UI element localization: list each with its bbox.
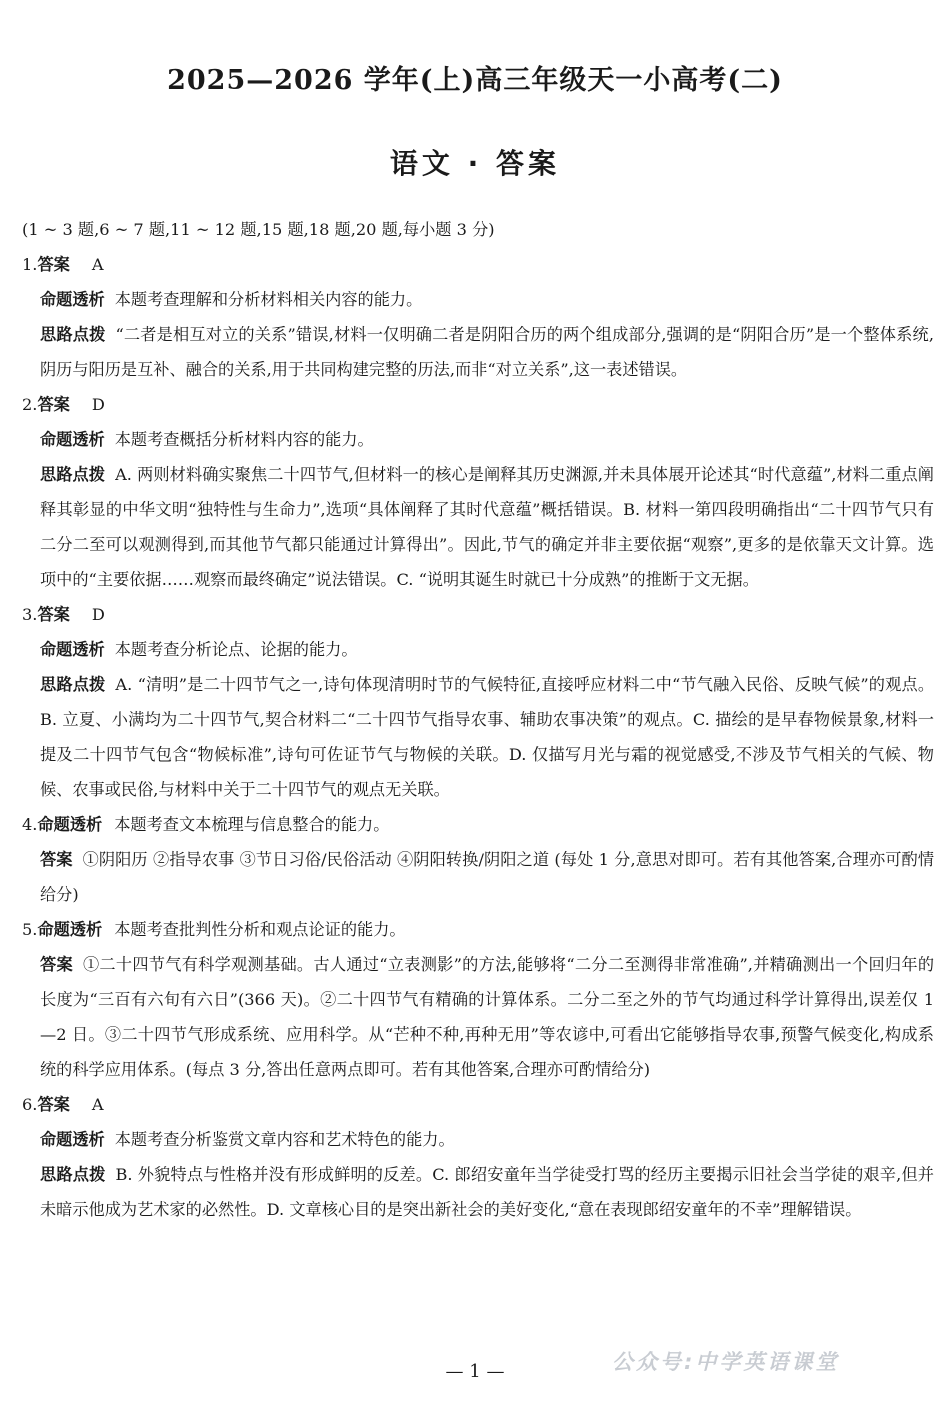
answer-value: A	[91, 1095, 104, 1114]
question-4-answer	[22, 842, 934, 912]
question-3-answer-line	[22, 597, 934, 632]
question-5-answer	[22, 947, 934, 1087]
question-1-analysis	[22, 282, 934, 317]
question-number: 3.	[22, 605, 38, 624]
hint-text: B. 外貌特点与性格并没有形成鲜明的反差。C. 郎绍安童年当学徒受打骂的经历主要揭示旧社会当学徒的艰辛,但并未暗示他成为艺术家的必然性。D. 文章核心目的是突出新社会的美好变化,“意在表现郎绍安童年的不幸”理解错误。	[40, 1165, 934, 1219]
hint-label: 思路点拨	[40, 465, 106, 484]
exam-title: 2025—2026 学年(上)高三年级天一小高考(二)	[167, 65, 783, 96]
answer-label: 答案	[37, 255, 70, 274]
question-number: 1.	[22, 255, 38, 274]
analysis-label: 命题透析	[40, 1130, 105, 1149]
answer-content	[22, 212, 934, 1227]
hint-label: 思路点拨	[40, 325, 106, 344]
question-1-hint	[22, 317, 934, 387]
question-3-analysis	[22, 632, 934, 667]
answer-text: ①阴阳历 ②指导农事 ③节日习俗/民俗活动 ④阴阳转换/阴阳之道 (每处 1 分,意思对即可。若有其他答案,合理亦可酌情给分)	[40, 850, 935, 904]
question-6-hint	[22, 1157, 934, 1227]
watermark: 公众号:中学英语课堂	[612, 1350, 840, 1374]
answer-label: 答案	[37, 1095, 70, 1114]
analysis-label: 命题透析	[40, 640, 105, 659]
question-3-hint	[22, 667, 934, 807]
answer-value: A	[91, 255, 104, 274]
question-number: 6.	[22, 1095, 38, 1114]
hint-text: A. 两则材料确实聚焦二十四节气,但材料一的核心是阐释其历史渊源,并未具体展开论述其“时代意蕴”,材料二重点阐释其彰显的中华文明“独特性与生命力”,选项“具体阐释了其时代意蕴”概括错误。B. 材料一第四段明确指出“二十四节气只有二分二至可以观测得到,而其他节气都只能通过计算得出”。因此,节气的确定并非主要依据“观察”,更多的是依靠天文计算。选项中的“主要依据……观察而最终确定”说法错误。C. “说明其诞生时就已十分成熟”的推断于文无据。	[40, 465, 934, 589]
hint-label: 思路点拨	[40, 1165, 106, 1184]
answer-label: 答案	[37, 395, 70, 414]
analysis-text: 本题考查文本梳理与信息整合的能力。	[114, 815, 390, 834]
analysis-label: 命题透析	[40, 430, 105, 449]
question-4-analysis-line	[22, 807, 934, 842]
answer-value: D	[91, 395, 105, 414]
question-2-analysis	[22, 422, 934, 457]
question-5	[22, 912, 934, 1087]
scoring-note: (1 ~ 3 题,6 ~ 7 题,11 ~ 12 题,15 题,18 题,20 题,每小题 3 分)	[22, 220, 495, 239]
analysis-label: 命题透析	[37, 815, 103, 834]
answer-text: ①二十四节气有科学观测基础。古人通过“立表测影”的方法,能够将“二分二至测得非常准确”,并精确测出一个回归年的长度为“三百有六旬有六日”(366 天)。②二十四节气有精确的计算体系。二分二至之外的节气均通过科学计算得出,误差仅 1—2 日。③二十四节气形成系统、应用科学。从“芒种不种,再种无用”等农谚中,可看出它能够指导农事,预警气候变化,构成系统的科学应用体系。(每点 3 分,答出任意两点即可。若有其他答案,合理亦可酌情给分)	[40, 955, 935, 1079]
answer-value: D	[91, 605, 105, 624]
question-4	[22, 807, 934, 912]
hint-text: “二者是相互对立的关系”错误,材料一仅明确二者是阴阳合历的两个组成部分,强调的是“阴阳合历”是一个整体系统,阴历与阳历是互补、融合的关系,用于共同构建完整的历法,而非“对立关系”,这一表述错误。	[40, 325, 934, 379]
question-1	[22, 247, 934, 387]
hint-label: 思路点拨	[40, 675, 106, 694]
question-5-analysis-line	[22, 912, 934, 947]
answer-label: 答案	[37, 605, 70, 624]
question-number: 5.	[22, 920, 38, 939]
question-6-answer-line	[22, 1087, 934, 1122]
analysis-text: 本题考查概括分析材料内容的能力。	[114, 430, 374, 449]
question-number: 4.	[22, 815, 38, 834]
analysis-text: 本题考查分析论点、论据的能力。	[114, 640, 358, 659]
page-number: — 1 —	[445, 1361, 505, 1382]
analysis-text: 本题考查分析鉴赏文章内容和艺术特色的能力。	[114, 1130, 455, 1149]
question-3	[22, 597, 934, 807]
subject-title: 语文 · 答案	[389, 147, 561, 180]
answer-label: 答案	[40, 955, 73, 974]
question-6	[22, 1087, 934, 1227]
analysis-label: 命题透析	[37, 920, 103, 939]
question-2-answer-line	[22, 387, 934, 422]
answer-label: 答案	[40, 850, 73, 869]
analysis-text: 本题考查理解和分析材料相关内容的能力。	[114, 290, 423, 309]
hint-text: A. “清明”是二十四节气之一,诗句体现清明时节的气候特征,直接呼应材料二中“节气融入民俗、反映气候”的观点。B. 立夏、小满均为二十四节气,契合材料二“二十四节气指导农事、辅助农事决策”的观点。C. 描绘的是早春物候景象,材料一提及二十四节气包含“物候标准”,诗句可佐证节气与物候的关联。D. 仅描写月光与霜的视觉感受,不涉及节气相关的气候、物候、农事或民俗,与材料中关于二十四节气的观点无关联。	[40, 675, 935, 799]
analysis-label: 命题透析	[40, 290, 105, 309]
question-number: 2.	[22, 395, 38, 414]
question-2-hint	[22, 457, 934, 597]
question-1-answer-line	[22, 247, 934, 282]
question-2	[22, 387, 934, 597]
analysis-text: 本题考查批判性分析和观点论证的能力。	[114, 920, 406, 939]
question-6-analysis	[22, 1122, 934, 1157]
